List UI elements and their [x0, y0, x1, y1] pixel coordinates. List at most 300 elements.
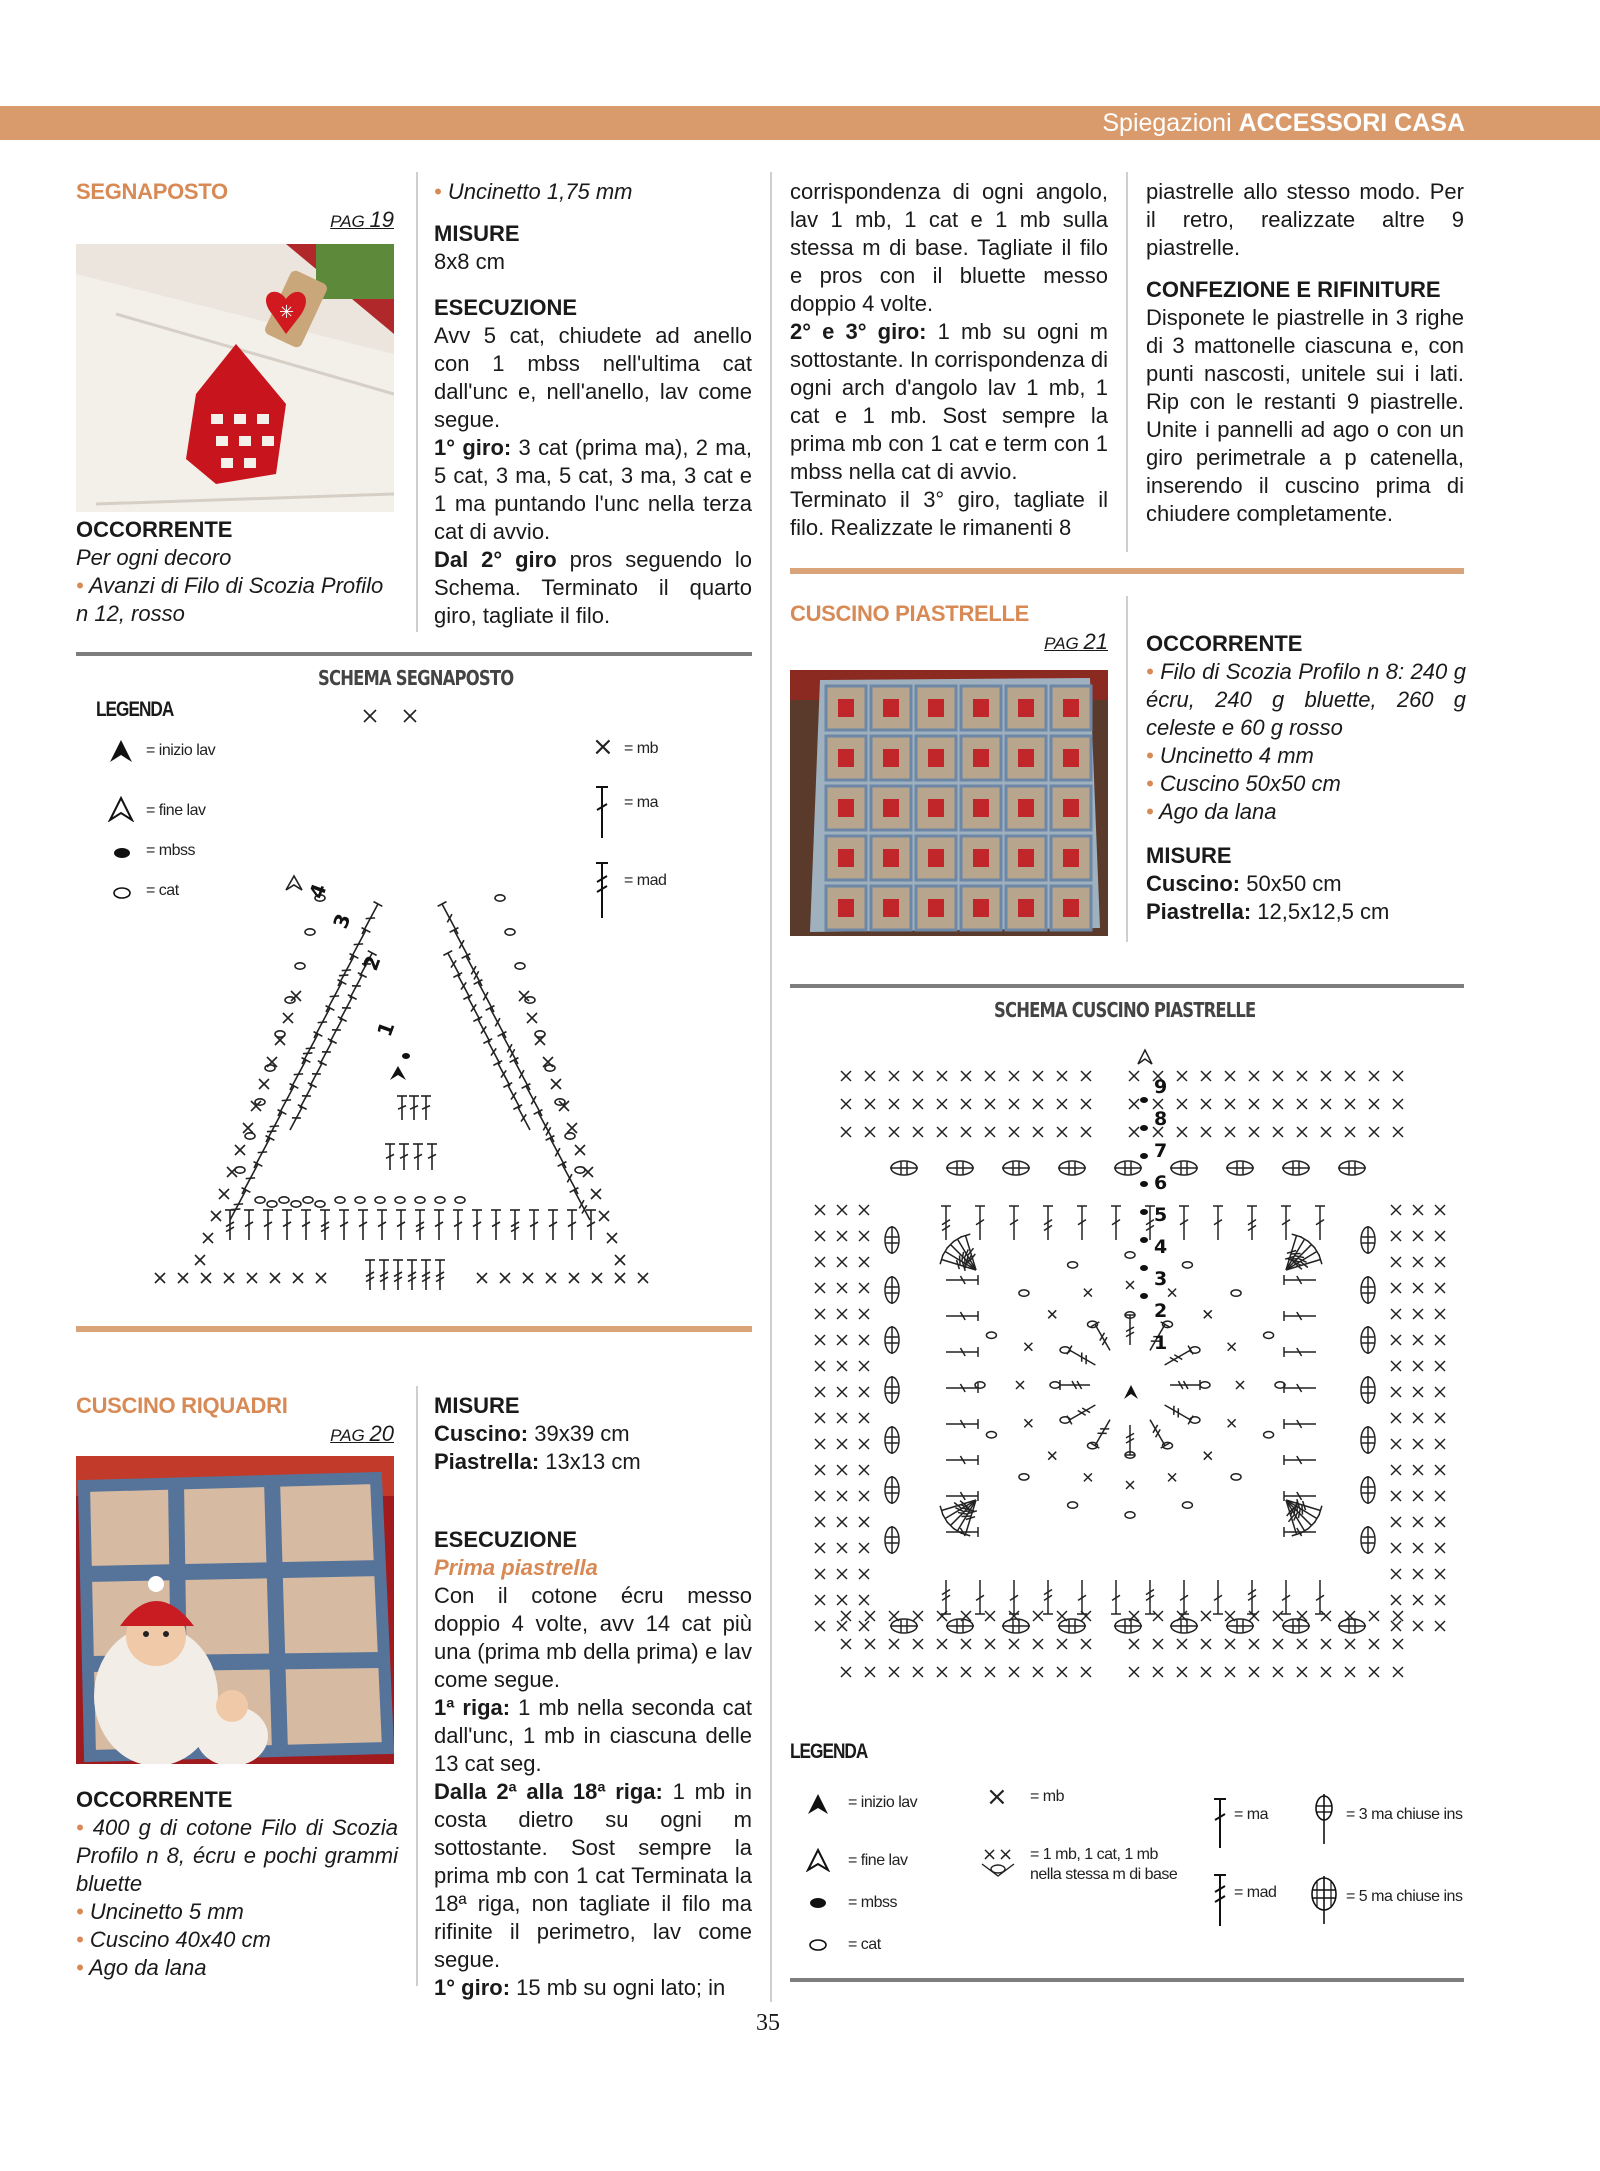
sc-mark [1153, 1611, 1163, 1621]
occorrente-heading: OCCORRENTE [76, 1787, 233, 1812]
chain-mark [1019, 1290, 1029, 1296]
sc-mark [865, 1667, 875, 1677]
tile-center [1018, 699, 1034, 717]
chain-mark [395, 1197, 405, 1203]
sc-mark [859, 1335, 869, 1345]
sc-mark [1273, 1127, 1283, 1137]
piastrelle-title: CUSCINO PIASTRELLE [790, 601, 1030, 626]
riga-1: 1ª riga: 1 mb nella seconda cat dall'unc, 1 mb in ciascuna delle 13 cat seg. [434, 1695, 752, 1776]
occorrente-item: • Filo di Scozia Profilo n 8: 240 g écru, 240 g bluette, 260 g celeste e 60 g rosso [1146, 659, 1466, 740]
sc-mark [961, 1667, 971, 1677]
chain-mark [986, 1432, 996, 1438]
mbss-icon [808, 1896, 828, 1915]
sc-mark [841, 1611, 851, 1621]
sc-mark [837, 1387, 847, 1397]
dc-mark [286, 1105, 307, 1133]
legend-mbcat-label: = 1 mb, 1 cat, 1 mb [1030, 1846, 1158, 1863]
piastrelle-info [1146, 630, 1466, 926]
sc-mark [1033, 1667, 1043, 1677]
sc-mark [937, 1099, 947, 1109]
sc-mark [1201, 1639, 1211, 1649]
tile-center [1063, 699, 1079, 717]
sc-mark [575, 1145, 585, 1155]
cluster-mark [890, 1619, 918, 1633]
sc-mark [1273, 1639, 1283, 1649]
cluster-mark [1282, 1619, 1310, 1633]
sc-mark [1393, 1639, 1403, 1649]
sc-mark [1153, 1639, 1163, 1649]
dc-mark [1179, 1580, 1189, 1614]
tr-mark [1162, 1401, 1193, 1425]
sc-mark [913, 1099, 923, 1109]
dc-mark [1077, 1206, 1087, 1240]
chain-mark [435, 1197, 445, 1203]
dc-mark [301, 1210, 311, 1240]
sc-mark [815, 1335, 825, 1345]
sc-mark [1129, 1667, 1139, 1677]
dc-mark [397, 1096, 407, 1120]
sc-mark [1345, 1667, 1355, 1677]
cluster-mark [890, 1161, 918, 1175]
dc-mark [413, 1144, 423, 1170]
sc-mark [1413, 1205, 1423, 1215]
sc-mark [1435, 1439, 1445, 1449]
dc-mark [946, 1455, 978, 1465]
chain-mark [295, 963, 305, 969]
dc-mark [274, 1084, 299, 1119]
sc-mark [1413, 1335, 1423, 1345]
legend-ma-label: = ma [1234, 1806, 1269, 1823]
tr-mark [379, 1260, 389, 1290]
cluster-3-icon [1312, 1792, 1336, 1851]
tr-mark [1067, 1346, 1098, 1370]
dc-mark [522, 1084, 547, 1119]
sc-mark [1391, 1517, 1401, 1527]
sc-mark [1177, 1099, 1187, 1109]
occorrente-item: • Cuscino 40x40 cm [76, 1927, 271, 1952]
sc-mark [889, 1127, 899, 1137]
chain-mark [285, 997, 295, 1003]
sc-mark [201, 1273, 211, 1283]
dc-mark [409, 1096, 419, 1120]
crochet-chart-triangle [90, 700, 730, 1320]
sc-mark [1321, 1611, 1331, 1621]
occorrente-item: • Uncinetto 5 mm [76, 1899, 244, 1924]
dc-mark [322, 980, 347, 1015]
tr-mark [262, 1110, 287, 1145]
sc-mark [1249, 1099, 1259, 1109]
round-label: 7 [1154, 1140, 1168, 1162]
dc-mark [567, 1210, 577, 1240]
sc-mark [1129, 1099, 1139, 1109]
dc-mark [975, 1580, 985, 1614]
dc-mark [1179, 1206, 1189, 1240]
sc-mark [1084, 1289, 1092, 1297]
dc-mark [336, 995, 357, 1023]
sc-mark [985, 1099, 995, 1109]
sc-mark [1057, 1071, 1067, 1081]
crochet-chart-square [796, 1040, 1464, 1730]
tr-icon [1212, 1872, 1228, 1933]
chain-mark [1125, 1252, 1135, 1258]
sc-mark [1321, 1667, 1331, 1677]
dc-mark [244, 1210, 254, 1240]
sc-mark [1345, 1639, 1355, 1649]
sc-mark [1413, 1361, 1423, 1371]
dc-mark [1281, 1206, 1291, 1240]
riquadri-col2 [434, 1392, 752, 2002]
occorrente-item: • Uncinetto 1,75 mm [434, 179, 633, 204]
sc-mark [937, 1639, 947, 1649]
sc-mark [837, 1231, 847, 1241]
section-rule [790, 568, 1464, 574]
sc-mark [1435, 1595, 1445, 1605]
riquadri-occorrente [76, 1786, 398, 1982]
occorrente-item: • Ago da lana [76, 1955, 207, 1980]
mbss-mark [1140, 1125, 1148, 1131]
sc-mark [859, 1439, 869, 1449]
cluster-mark [885, 1476, 899, 1504]
round-label: 1 [1154, 1332, 1168, 1354]
round-label: 5 [1154, 1204, 1168, 1226]
sc-mark [224, 1273, 234, 1283]
legend-mad-label: = mad [624, 872, 667, 889]
sc-mark [1391, 1465, 1401, 1475]
legend-ma3-label: = 3 ma chiuse ins [1346, 1806, 1463, 1823]
dc-mark [346, 973, 367, 1001]
sc-mark [1129, 1127, 1139, 1137]
chain-mark [575, 1167, 585, 1173]
riquadri-photo [76, 1456, 394, 1764]
cluster-mark [1002, 1619, 1030, 1633]
sc-mark [1391, 1569, 1401, 1579]
sc-mark [961, 1639, 971, 1649]
sc-mark [837, 1569, 847, 1579]
dc-mark [1284, 1275, 1316, 1285]
sc-mark [1081, 1071, 1091, 1081]
sc-mark [1391, 1621, 1401, 1631]
cluster-mark [885, 1526, 899, 1554]
dc-mark [946, 1383, 978, 1393]
giro-2-3: 2° e 3° giro: 1 mb su ogni m sottostante. In corrispondenza di ogni arch d'angolo lav 1 mb, 1 cat e 1 mb. Sost sempre la prima mb con 1 cat e term con 1 mbss nella cat di avvio. [790, 319, 1109, 484]
giro-1: 1° giro: 3 cat (prima ma), 2 ma, 5 cat, 3 ma, 5 cat, 3 ma, 3 cat e 1 ma puntando l'unc nella terza cat di avvio. [434, 435, 752, 544]
sc-mark [1435, 1413, 1445, 1423]
sc-mark [1413, 1439, 1423, 1449]
sc-mark [1435, 1543, 1445, 1553]
sc-mark [1249, 1071, 1259, 1081]
sc-mark [1273, 1667, 1283, 1677]
dc-mark [1213, 1206, 1223, 1240]
piastrelle-section [790, 600, 1108, 658]
chain-mark [291, 1201, 301, 1207]
sc-mark [1413, 1517, 1423, 1527]
dc-mark [463, 995, 484, 1023]
confezione-text: Disponete le piastrelle in 3 righe di 3 mattonelle ciascuna e, con punti nascosti, unitele sui i lati. Rip con le restanti 9 piastrelle. Unite i pannelli ad ago o con un giro perimetrale a p catenella, inserendo il cuscino prima di chiudere completamente. [1146, 305, 1464, 526]
arrow-start-icon [806, 1792, 830, 1821]
sc-mark [1228, 1343, 1236, 1351]
chain-mark [975, 1382, 985, 1388]
sc-mark [1033, 1611, 1043, 1621]
occorrente-item: • Avanzi di Filo di Scozia Profilo n 12, rosso [76, 573, 384, 626]
sc-mark [815, 1439, 825, 1449]
tr-mark [320, 1210, 330, 1240]
mbss-mark [402, 1053, 410, 1059]
legend-mbss-label: = mbss [848, 1894, 898, 1911]
occorrente-item: • Uncinetto 4 mm [1146, 743, 1314, 768]
chain-mark [495, 895, 505, 901]
sc-mark [1391, 1387, 1401, 1397]
dc-mark [399, 1144, 409, 1170]
sc-mark [291, 991, 301, 1001]
sc-mark [815, 1517, 825, 1527]
sc-mark [546, 1273, 556, 1283]
sc-mark [815, 1491, 825, 1501]
cluster-mark [1361, 1376, 1375, 1404]
piastrelle-photo [790, 670, 1108, 936]
column-divider [416, 1386, 418, 1986]
sc-mark [1048, 1452, 1056, 1460]
column-divider [416, 172, 418, 632]
sc-mark [1201, 1071, 1211, 1081]
dc-mark [339, 1210, 349, 1240]
sc-mark [1297, 1071, 1307, 1081]
sc-mark [1435, 1517, 1445, 1527]
sc-mark [1435, 1491, 1445, 1501]
dc-mark [1281, 1580, 1291, 1614]
tile-center [838, 849, 854, 867]
dc-mark [453, 973, 474, 1001]
cluster-mark [1338, 1161, 1366, 1175]
sc-mark [1201, 1127, 1211, 1137]
tile-center [883, 899, 899, 917]
sc-mark [859, 1569, 869, 1579]
sc-mark [364, 710, 376, 722]
chain-mark [355, 1197, 365, 1203]
sc-mark [865, 1639, 875, 1649]
sc-mark [913, 1639, 923, 1649]
sc-mark [1391, 1205, 1401, 1215]
chain-mark [375, 1197, 385, 1203]
dc-mark [1213, 1580, 1223, 1614]
sc-mark [841, 1639, 851, 1649]
tr-mark [421, 1260, 431, 1290]
dc-mark [975, 1206, 985, 1240]
occorrente-item: • Cuscino 50x50 cm [1146, 771, 1341, 796]
tr-mark [1125, 1315, 1135, 1345]
schema-segnaposto-title: SCHEMA SEGNAPOSTO [318, 666, 514, 690]
esecuzione-heading: ESECUZIONE [434, 1527, 578, 1552]
dc-mark [1111, 1580, 1121, 1614]
sc-mark [859, 1257, 869, 1267]
misure-piastrella: Piastrella: 12,5x12,5 cm [1146, 899, 1390, 924]
cluster-mark [946, 1619, 974, 1633]
chain-mark [245, 1133, 255, 1139]
occorrente-intro: Per ogni decoro [76, 545, 232, 570]
sc-mark [569, 1273, 579, 1283]
chain-mark [1182, 1262, 1192, 1268]
chain-mark [525, 997, 535, 1003]
sc-mark [1393, 1099, 1403, 1109]
schema-segnaposto-diagram [90, 700, 730, 1320]
round-label: 2 [358, 952, 386, 974]
term-text: Terminato il 3° giro, tagliate il filo. Realizzate le rimanenti 8 [790, 487, 1108, 540]
dc-mark [377, 1210, 387, 1240]
misure-value: 8x8 cm [434, 249, 505, 274]
sc-mark [1369, 1071, 1379, 1081]
occorrente-heading: OCCORRENTE [76, 517, 233, 542]
sc-mark [599, 1211, 609, 1221]
cont-text: piastrelle allo stesso modo. Per il retro, realizzate altre 9 piastrelle. [1146, 179, 1464, 260]
tr-mark [334, 954, 359, 989]
tr-mark [393, 1260, 403, 1290]
sc-mark [837, 1517, 847, 1527]
legend-cat-label: = cat [146, 882, 179, 899]
sc-mark [815, 1257, 825, 1267]
segnaposto-section [76, 178, 394, 236]
sc-mark [567, 1123, 577, 1133]
cluster-mark [1282, 1161, 1310, 1175]
cluster-mark [1361, 1526, 1375, 1554]
sc-mark [889, 1071, 899, 1081]
sc-mark [1297, 1639, 1307, 1649]
sc-mark [1126, 1281, 1134, 1289]
misure-heading: MISURE [1146, 843, 1232, 868]
round-label: 3 [1154, 1268, 1168, 1290]
tr-mark [510, 1210, 520, 1240]
sc-mark [837, 1491, 847, 1501]
dc-mark [1284, 1455, 1316, 1465]
chain-mark [455, 1197, 465, 1203]
sc-mark [1413, 1257, 1423, 1267]
chain-icon [808, 1938, 828, 1957]
dc-mark [1284, 1383, 1316, 1393]
schema-rule [76, 652, 752, 656]
sc-mark [815, 1283, 825, 1293]
col3-text [790, 178, 1108, 542]
sc-mark [1081, 1099, 1091, 1109]
sc-mark [592, 1273, 602, 1283]
tr-mark [1247, 1206, 1257, 1240]
sc-mark [1413, 1413, 1423, 1423]
sc-mark [985, 1127, 995, 1137]
dc-mark [503, 1083, 524, 1111]
sc-mark [1249, 1127, 1259, 1137]
tile-center [1063, 899, 1079, 917]
sc-mark [1435, 1361, 1445, 1371]
tr-mark [1091, 1322, 1115, 1353]
round-label: 1 [372, 1018, 400, 1040]
dc-mark [946, 1491, 978, 1501]
sc-mark [1413, 1543, 1423, 1553]
misure-heading: MISURE [434, 1393, 520, 1418]
tile-center [1063, 849, 1079, 867]
svg-text:×: × [998, 1844, 1014, 1865]
sc-mark [1225, 1667, 1235, 1677]
sc-mark [1321, 1127, 1331, 1137]
chain-mark [265, 1065, 275, 1071]
sc-mark [837, 1439, 847, 1449]
legend-mad-label: = mad [1234, 1884, 1277, 1901]
sc-mark [837, 1621, 847, 1631]
sc-mark [1413, 1231, 1423, 1241]
sc-mark [1413, 1595, 1423, 1605]
section-rule [76, 1326, 752, 1332]
dc-icon [1212, 1796, 1228, 1855]
sc-mark [211, 1211, 221, 1221]
sc-mark [219, 1189, 229, 1199]
chain-mark [279, 1197, 289, 1203]
mbss-mark [1140, 1293, 1148, 1299]
chain-mark [1231, 1474, 1241, 1480]
sc-mark [615, 1273, 625, 1283]
tile-center [1018, 899, 1034, 917]
cluster-mark [1338, 1619, 1366, 1633]
sc-mark [1435, 1205, 1445, 1215]
sc-mark [837, 1283, 847, 1293]
sc-mark [1369, 1099, 1379, 1109]
legend-mbcat2-label: nella stessa m di base [1030, 1866, 1178, 1883]
esecuzione-heading: ESECUZIONE [434, 295, 578, 320]
chain-mark [1182, 1502, 1192, 1508]
tile-center [973, 799, 989, 817]
sc-mark [865, 1611, 875, 1621]
dc-mark [326, 1017, 347, 1045]
tr-mark [407, 1260, 417, 1290]
sc-mark [1391, 1283, 1401, 1293]
dc-mark [396, 1210, 406, 1240]
dc-mark [310, 1006, 335, 1041]
sc-mark [1345, 1127, 1355, 1137]
sc-mark [1057, 1667, 1067, 1677]
sc-mark [1024, 1343, 1032, 1351]
sc-mark [1168, 1289, 1176, 1297]
sc-mark [316, 1273, 326, 1283]
sc-mark [638, 1273, 648, 1283]
sc-mark [1391, 1491, 1401, 1501]
tile-center [883, 699, 899, 717]
dc-mark [529, 1210, 539, 1240]
dc-mark [472, 1210, 482, 1240]
sc-mark [1297, 1099, 1307, 1109]
sc-mark [937, 1127, 947, 1137]
dc-mark [946, 1419, 978, 1429]
sc-mark [1391, 1595, 1401, 1605]
sc-mark [985, 1611, 995, 1621]
dc-mark [491, 1210, 501, 1240]
mbss-mark [1140, 1181, 1148, 1187]
tr-mark [1091, 1417, 1115, 1448]
cluster-mark [1058, 1619, 1086, 1633]
sc-mark [837, 1309, 847, 1319]
sc-mark [1129, 1071, 1139, 1081]
dc-mark [946, 1527, 978, 1537]
sc-mark [1081, 1667, 1091, 1677]
dc-mark [473, 1017, 494, 1045]
sc-mark [859, 1413, 869, 1423]
tile-center [1018, 749, 1034, 767]
dc-mark [1284, 1311, 1316, 1321]
legend-fine-label: = fine lav [848, 1852, 908, 1869]
sc-mark [961, 1099, 971, 1109]
tile-center [838, 749, 854, 767]
chain-mark [1264, 1432, 1274, 1438]
round-label: 4 [1154, 1236, 1168, 1258]
segnaposto-title: SEGNAPOSTO [76, 179, 228, 204]
start-marker [390, 1066, 406, 1080]
chain-mark [1068, 1502, 1078, 1508]
tr-mark [1145, 1580, 1155, 1614]
dc-mark [946, 1275, 978, 1285]
